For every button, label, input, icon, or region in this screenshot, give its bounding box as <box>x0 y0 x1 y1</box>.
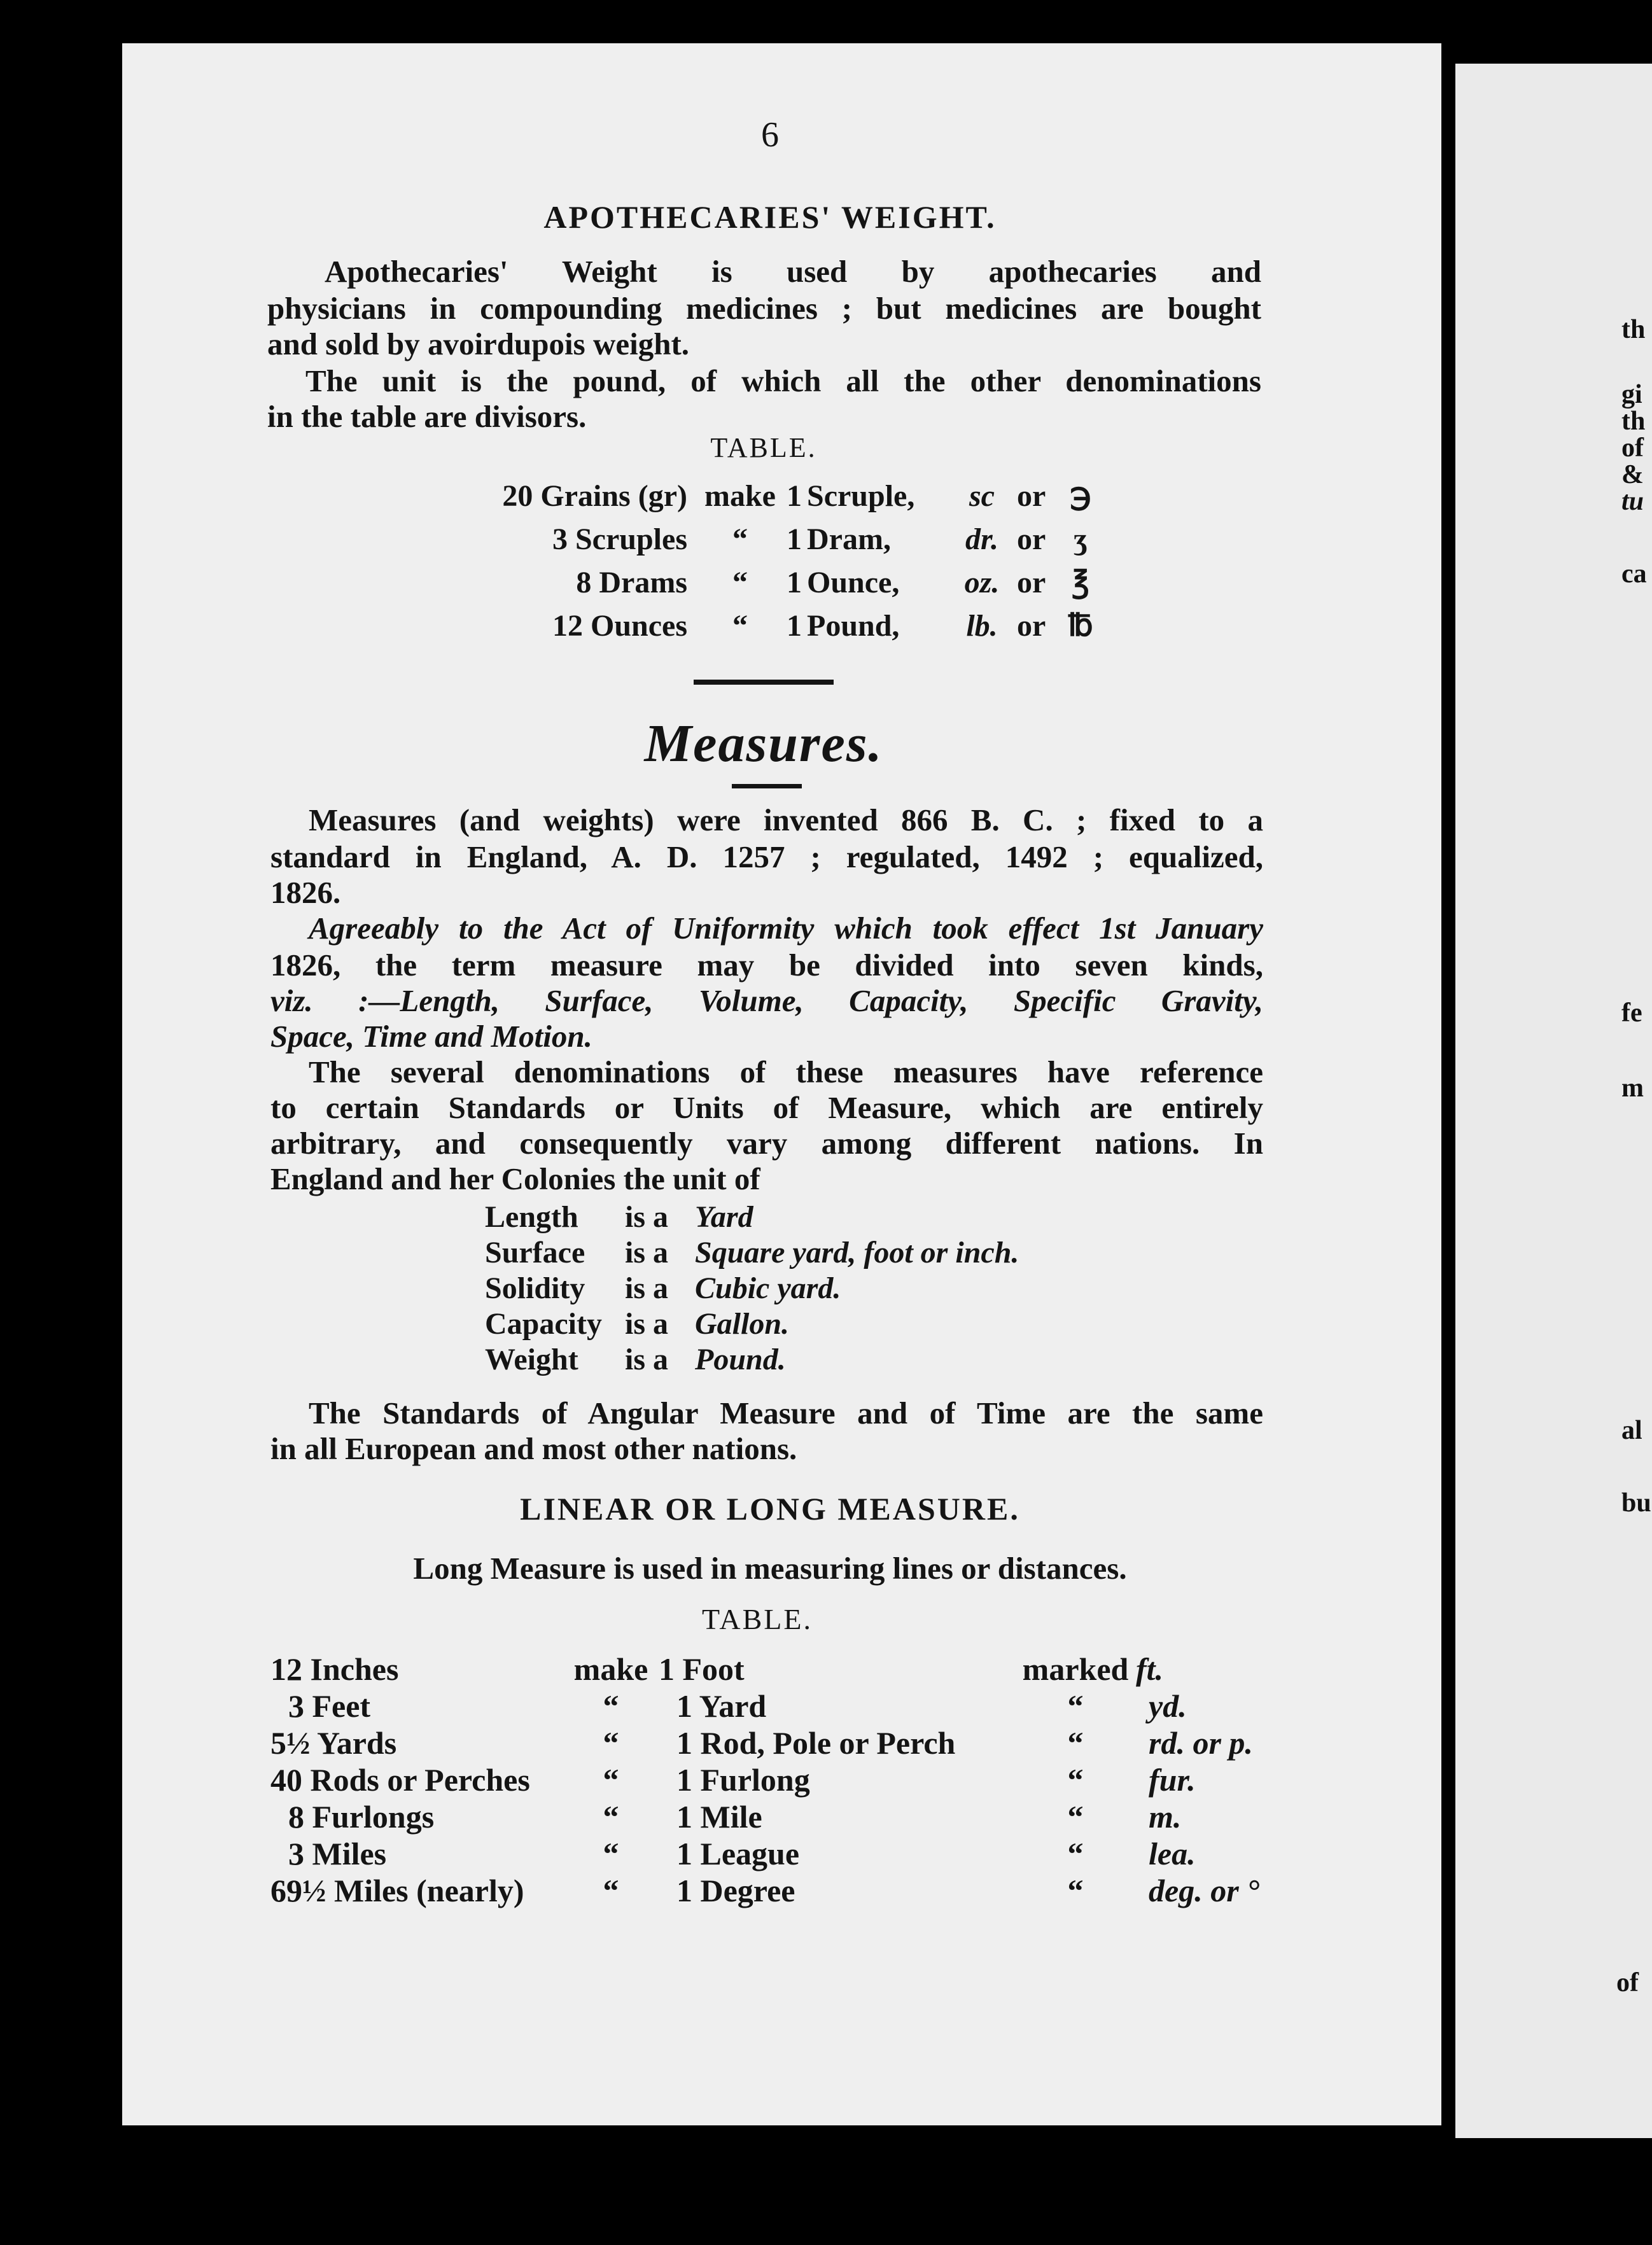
measures-para2-line3: viz. :—Length, Surface, Volume, Capacity, Specific Gravity, <box>270 983 1263 1018</box>
measure-unit: Pound. <box>695 1342 786 1376</box>
mark: “ <box>1067 1799 1084 1835</box>
abbr: ft. <box>1136 1651 1164 1687</box>
abbr: dr. <box>965 522 999 556</box>
qty: 8 Drams <box>576 565 687 599</box>
apothecaries-para2-line2: in the table are divisors. <box>267 399 587 434</box>
facing-fragment: al <box>1621 1416 1642 1445</box>
measure-unit: Gallon. <box>695 1306 790 1341</box>
facing-fragment: gi <box>1621 380 1642 409</box>
result: 1 Yard <box>676 1688 767 1724</box>
facing-fragment: th <box>1621 407 1646 436</box>
measures-para4-line1: The Standards of Angular Measure and of Time are the same <box>309 1395 1263 1430</box>
measures-para4-line2: in all European and most other nations. <box>270 1431 797 1466</box>
verb: “ <box>732 608 748 643</box>
or: or <box>1017 522 1046 556</box>
abbr: lb. <box>966 608 998 643</box>
linear-measure-table <box>270 1651 1289 1909</box>
divider-rule <box>694 680 834 685</box>
abbr: fur. <box>1149 1762 1196 1798</box>
facing-fragment: of <box>1621 433 1644 463</box>
verb: “ <box>732 565 748 599</box>
facing-fragment: & <box>1621 460 1644 489</box>
measures-para2-line1: Agreeably to the Act of Uniformity which took effect 1st January <box>309 911 1263 946</box>
list-item <box>485 1199 1019 1234</box>
symbol: ℔ <box>1068 609 1093 643</box>
list-item <box>485 1270 1019 1306</box>
is-a: is a <box>625 1235 669 1269</box>
mark: “ <box>1067 1725 1084 1761</box>
facing-fragment: of <box>1616 1968 1639 1997</box>
table-row <box>270 1872 1289 1909</box>
table-row <box>270 1724 1289 1761</box>
measure-kind: Capacity <box>485 1306 602 1341</box>
measures-heading: Measures. <box>644 714 883 773</box>
table-row <box>445 604 1100 647</box>
table-row <box>445 517 1100 561</box>
or: or <box>1017 479 1046 513</box>
abbr: oz. <box>964 565 1000 599</box>
measures-para2-line4: Space, Time and Motion. <box>270 1019 592 1054</box>
verb: make <box>573 1651 648 1687</box>
qty: 3 Scruples <box>552 522 687 556</box>
abbr: rd. or p. <box>1149 1725 1253 1761</box>
result: 1 Foot <box>659 1651 745 1687</box>
qty: 3 Miles <box>288 1836 387 1871</box>
measures-para3-line1: The several denominations of these measures have reference <box>309 1054 1263 1089</box>
is-a: is a <box>625 1342 669 1376</box>
one: 1 <box>787 522 802 556</box>
abbr: lea. <box>1149 1836 1196 1871</box>
measure-kind: Length <box>485 1199 578 1234</box>
linear-intro: Long Measure is used in measuring lines or distances. <box>413 1551 1127 1586</box>
measures-para3-line4: England and her Colonies the unit of <box>270 1161 760 1196</box>
facing-fragment: ca <box>1621 559 1647 589</box>
measures-para3-line3: arbitrary, and consequently vary among different nations. In <box>270 1126 1263 1161</box>
list-item <box>485 1234 1019 1270</box>
facing-fragment: m <box>1621 1074 1644 1103</box>
qty: 8 Furlongs <box>288 1799 435 1835</box>
measure-unit: Yard <box>695 1199 753 1234</box>
table-row <box>270 1761 1289 1798</box>
or: or <box>1017 608 1046 643</box>
table-row <box>270 1835 1289 1872</box>
measures-para2-line2: 1826, the term measure may be divided into seven kinds, <box>270 948 1263 983</box>
qty: 12 Inches <box>270 1651 399 1687</box>
measures-para1-line2: standard in England, A. D. 1257 ; regulated, 1492 ; equalized, <box>270 839 1263 874</box>
qty: 5½ Yards <box>270 1725 397 1761</box>
one: 1 <box>787 565 802 599</box>
abbr: sc <box>969 479 995 513</box>
verb: “ <box>603 1762 619 1798</box>
measure-kind: Solidity <box>485 1271 585 1305</box>
measures-para3-line2: to certain Standards or Units of Measure, which are entirely <box>270 1090 1263 1125</box>
unit: Dram, <box>807 522 891 556</box>
apothecaries-table-label: TABLE. <box>710 432 817 463</box>
result: 1 League <box>676 1836 800 1871</box>
is-a: is a <box>625 1306 669 1341</box>
measures-para1-line3: 1826. <box>270 875 341 910</box>
verb: “ <box>603 1799 619 1835</box>
facing-fragment: tu <box>1621 487 1644 516</box>
abbr: deg. or ° <box>1149 1873 1260 1908</box>
abbr: m. <box>1149 1799 1182 1835</box>
verb: “ <box>603 1873 619 1908</box>
unit: Pound, <box>807 608 900 643</box>
heading-underline <box>732 784 802 788</box>
mark: marked <box>1022 1651 1129 1687</box>
list-item <box>485 1306 1019 1341</box>
result: 1 Mile <box>676 1799 762 1835</box>
result: 1 Degree <box>676 1873 795 1908</box>
mark: “ <box>1067 1836 1084 1871</box>
qty: 3 Feet <box>288 1688 371 1724</box>
symbol: ℈ <box>1070 479 1091 513</box>
measure-kind: Weight <box>485 1342 578 1376</box>
measures-para1-line1: Measures (and weights) were invented 866 B. C. ; fixed to a <box>309 802 1263 837</box>
table-row <box>445 561 1100 604</box>
is-a: is a <box>625 1271 669 1305</box>
qty: 20 Grains (gr) <box>502 479 687 513</box>
symbol: ʒ <box>1073 522 1088 556</box>
linear-table-label: TABLE. <box>701 1603 813 1635</box>
verb: “ <box>603 1725 619 1761</box>
unit: Scruple, <box>807 479 915 513</box>
apothecaries-para2-line1: The unit is the pound, of which all the other denominations <box>305 363 1261 398</box>
page-number: 6 <box>761 115 779 155</box>
verb: “ <box>603 1688 619 1724</box>
qty: 69½ Miles (nearly) <box>270 1873 524 1908</box>
facing-fragment: th <box>1621 315 1646 344</box>
table-row <box>270 1651 1289 1688</box>
mark: “ <box>1067 1688 1084 1724</box>
table-row <box>445 474 1100 517</box>
mark: “ <box>1067 1762 1084 1798</box>
table-row <box>270 1798 1289 1835</box>
apothecaries-para1-line3: and sold by avoirdupois weight. <box>267 326 690 361</box>
qty: 40 Rods or Perches <box>270 1762 530 1798</box>
qty: 12 Ounces <box>552 608 687 643</box>
result: 1 Rod, Pole or Perch <box>676 1725 956 1761</box>
apothecaries-para1-line2: physicians in compounding medicines ; but medicines are bought <box>267 291 1261 326</box>
result: 1 Furlong <box>676 1762 810 1798</box>
measure-unit: Cubic yard. <box>695 1271 841 1305</box>
facing-fragment: bu <box>1621 1488 1651 1518</box>
or: or <box>1017 565 1046 599</box>
mark: “ <box>1067 1873 1084 1908</box>
is-a: is a <box>625 1199 669 1234</box>
apothecaries-para1-line1: Apothecaries' Weight is used by apothecaries and <box>325 254 1261 289</box>
verb: “ <box>603 1836 619 1871</box>
symbol: ℥ <box>1072 566 1089 599</box>
verb: make <box>704 479 776 513</box>
abbr: yd. <box>1149 1688 1187 1724</box>
one: 1 <box>787 479 802 513</box>
apothecaries-table <box>445 474 1100 647</box>
apothecaries-heading: APOTHECARIES' WEIGHT. <box>543 199 997 235</box>
verb: “ <box>732 522 748 556</box>
measure-unit: Square yard, foot or inch. <box>695 1235 1019 1269</box>
unit: Ounce, <box>807 565 900 599</box>
facing-fragment: fe <box>1621 998 1642 1028</box>
measure-kind: Surface <box>485 1235 585 1269</box>
table-row <box>270 1688 1289 1724</box>
linear-heading: LINEAR OR LONG MEASURE. <box>520 1491 1020 1527</box>
units-of-measure-list <box>485 1199 1019 1377</box>
one: 1 <box>787 608 802 643</box>
list-item <box>485 1341 1019 1377</box>
